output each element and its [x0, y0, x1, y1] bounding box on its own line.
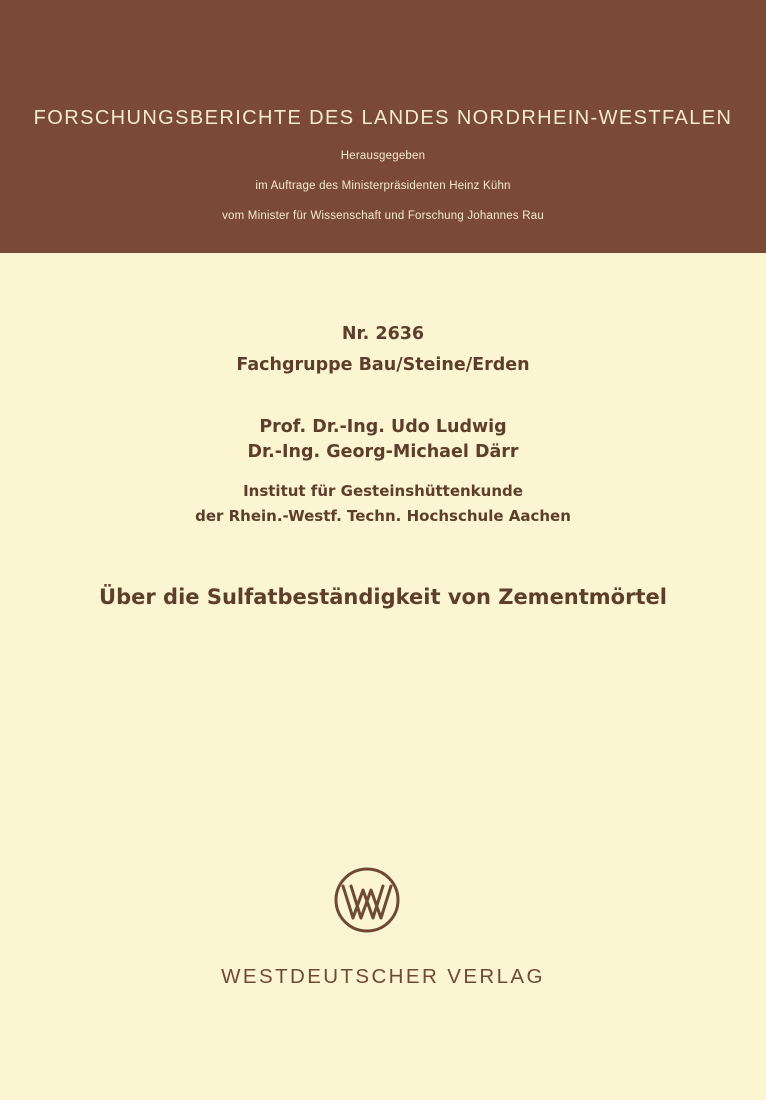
institute-line-1: Institut für Gesteinshüttenkunde [243, 482, 523, 500]
series-title: FORSCHUNGSBERICHTE DES LANDES NORDRHEIN-WESTFALEN [33, 107, 733, 129]
published-by: Herausgegeben [340, 150, 426, 162]
book-title: Über die Sulfatbeständigkeit von Zementmörtel [99, 585, 667, 609]
on-behalf-line: im Auftrage des Ministerpräsidenten Heinz Kühn [255, 180, 511, 192]
minister-line: vom Minister für Wissenschaft und Forschung Johannes Rau [222, 210, 544, 222]
publisher-name: WESTDEUTSCHER VERLAG [221, 965, 545, 988]
subject-group: Fachgruppe Bau/Steine/Erden [236, 355, 530, 375]
institute-line-2: der Rhein.-Westf. Techn. Hochschule Aachen [195, 507, 571, 525]
report-number: Nr. 2636 [341, 324, 425, 344]
publisher-logo-icon [333, 866, 401, 934]
author-1: Prof. Dr.-Ing. Udo Ludwig [259, 417, 507, 437]
author-2: Dr.-Ing. Georg-Michael Därr [247, 442, 519, 462]
